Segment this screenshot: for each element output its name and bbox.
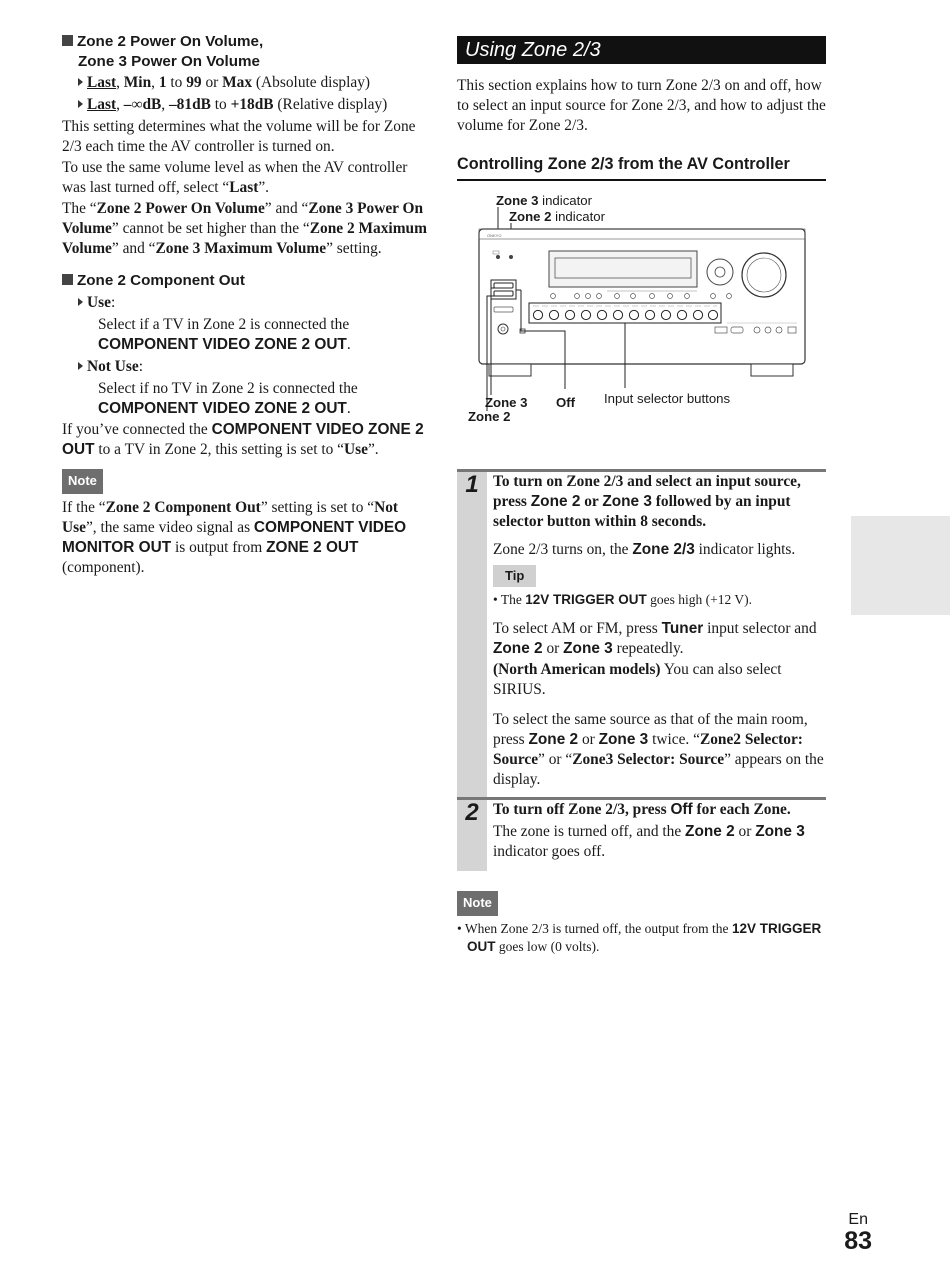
av-controller-diagram bbox=[457, 195, 826, 455]
section-heading-power-on-volume: Zone 2 Power On Volume, Zone 3 Power On Volume bbox=[62, 32, 434, 71]
triangle-bullet-icon bbox=[78, 78, 83, 86]
option-relative: Last, –∞dB, –81dB to +18dB (Relative display) bbox=[78, 95, 434, 115]
section-heading-component-out: Zone 2 Component Out bbox=[62, 271, 434, 291]
note-text: If the “Zone 2 Component Out” setting is set to “Not Use”, the same video signal as COMPONENT VIDEO MONITOR OUT is output from ZONE 2 OUT (component). bbox=[62, 498, 407, 576]
step-heading: To turn on Zone 2/3 and select an input source, press Zone 2 or Zone 3 followed by an input selector button within 8 seconds. bbox=[493, 473, 801, 530]
triangle-bullet-icon bbox=[78, 298, 83, 306]
steps bbox=[457, 469, 826, 871]
svg-text:ONKYO: ONKYO bbox=[487, 233, 502, 238]
triangle-bullet-icon bbox=[78, 100, 83, 108]
option-absolute: Last, Min, 1 to 99 or Max (Absolute display) bbox=[78, 73, 434, 93]
paragraph-setting-desc: This setting determines what the volume will be for Zone 2/3 each time the AV controller is turned on. bbox=[62, 118, 416, 155]
tip-label: Tip bbox=[493, 565, 536, 587]
page-number: 83 bbox=[844, 1227, 872, 1255]
step-2 bbox=[457, 797, 826, 871]
note-label: Note bbox=[62, 469, 103, 494]
receiver-front-panel bbox=[457, 195, 826, 455]
option-use: Use: bbox=[78, 293, 434, 313]
step-paragraph-am-fm: To select AM or FM, press Tuner input selector and Zone 2 or Zone 3 repeatedly. bbox=[493, 620, 817, 657]
off-button-label: Off bbox=[556, 395, 576, 410]
zone3-indicator-label: Zone 3 indicator bbox=[496, 193, 593, 208]
step-paragraph: The zone is turned off, and the Zone 2 or Zone 3 indicator goes off. bbox=[493, 823, 805, 860]
note-text: • When Zone 2/3 is turned off, the output from the 12V TRIGGER OUT goes low (0 volts). bbox=[457, 921, 822, 954]
triangle-bullet-icon bbox=[78, 362, 83, 370]
page-title: Using Zone 2/3 bbox=[457, 36, 826, 64]
step-paragraph-sirius: (North American models) You can also select SIRIUS. bbox=[493, 661, 782, 698]
zone2-button-label: Zone 2 bbox=[468, 409, 511, 424]
input-selector-label: Input selector buttons bbox=[604, 391, 731, 406]
paragraph-max-limit: The “Zone 2 Power On Volume” and “Zone 3 Power On Volume” cannot be set higher than the “Zone 2 Maximum Volume” and “Zone 3 Maximum Volume” setting. bbox=[62, 200, 427, 257]
tip-text: • The 12V TRIGGER OUT goes high (+12 V). bbox=[493, 592, 752, 607]
step-1 bbox=[457, 469, 826, 797]
step-paragraph: Zone 2/3 turns on, the Zone 2/3 indicator lights. bbox=[493, 541, 796, 558]
square-bullet-icon bbox=[62, 274, 73, 285]
paragraph-component-connected: If you’ve connected the COMPONENT VIDEO ZONE 2 OUT to a TV in Zone 2, this setting is set to “Use”. bbox=[62, 420, 424, 458]
square-bullet-icon bbox=[62, 35, 73, 46]
step-number: 1 bbox=[457, 472, 487, 797]
step-paragraph-same-source: To select the same source as that of the main room, press Zone 2 or Zone 3 twice. “Zone2 Selector: Source” or “Zone3 Selector: Source” appears on the display. bbox=[493, 711, 824, 788]
right-column bbox=[457, 36, 826, 957]
note-label: Note bbox=[457, 891, 498, 916]
step-heading: To turn off Zone 2/3, press Off for each Zone. bbox=[493, 801, 791, 818]
step-body bbox=[487, 800, 826, 871]
option-not-use-desc: Select if no TV in Zone 2 is connected the COMPONENT VIDEO ZONE 2 OUT. bbox=[98, 379, 358, 417]
zone3-button-label: Zone 3 bbox=[485, 395, 528, 410]
option-use-desc: Select if a TV in Zone 2 is connected the COMPONENT VIDEO ZONE 2 OUT. bbox=[98, 315, 351, 353]
option-not-use: Not Use: bbox=[78, 357, 434, 377]
intro-paragraph: This section explains how to turn Zone 2/3 on and off, how to select an input source for Zone 2/3, and how to adjust the volume for Zone 2/3. bbox=[457, 77, 826, 134]
paragraph-last: To use the same volume level as when the AV controller was last turned off, select “Last”. bbox=[62, 159, 408, 196]
left-column bbox=[62, 32, 434, 579]
language-label: En bbox=[848, 1211, 868, 1228]
step-number: 2 bbox=[457, 800, 487, 871]
step-body bbox=[487, 472, 826, 797]
zone2-indicator-label: Zone 2 indicator bbox=[509, 209, 606, 224]
side-tab bbox=[851, 516, 950, 615]
subheading: Controlling Zone 2/3 from the AV Controller bbox=[457, 154, 826, 181]
